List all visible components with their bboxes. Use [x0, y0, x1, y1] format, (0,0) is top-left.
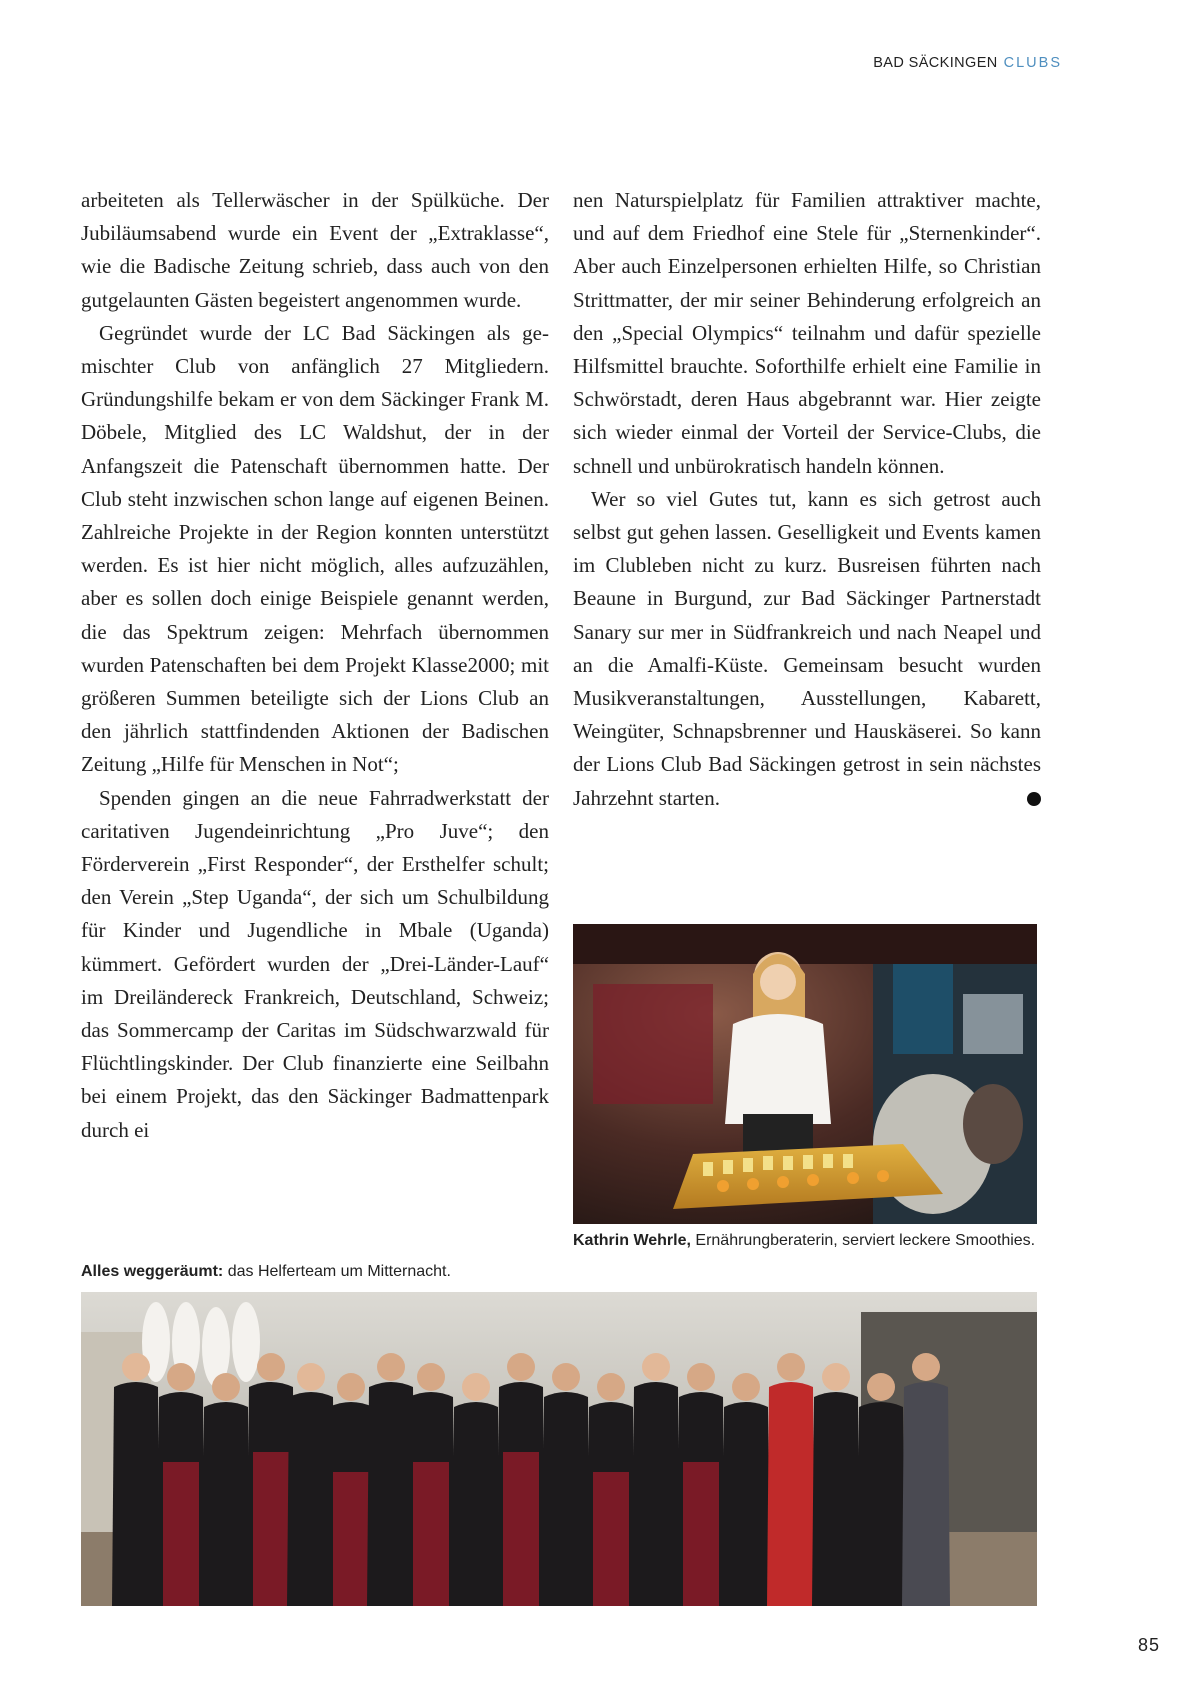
person-body	[767, 1382, 815, 1606]
paragraph: arbeiteten als Tellerwäscher in der Spülküche. Der Jubiläumsabend wurde ein Event der „Extraklasse“, wie die Badische Zeitung schrieb, dass auch von den gutgelaunten Gästen begeistert angenommen wurde.	[81, 188, 549, 312]
person-body	[812, 1392, 860, 1606]
person-head	[417, 1363, 445, 1391]
page-number: 85	[1137, 1635, 1160, 1655]
running-head-location: BAD SÄCKINGEN	[873, 55, 998, 71]
person-body	[452, 1402, 500, 1606]
person-body	[722, 1402, 770, 1606]
paragraph: Spenden gingen an die neue Fahrradwerkstatt der caritativen Jugendeinrichtung „Pro Juve“; den Förderverein „First Responder“, der Ersthelfer schult; den Verein „Step Uganda“, der sich um Schulbildung für Kinder und Jugendliche in Mbale (Uganda) kümmert. Gefördert wurden der „Drei-Länder-Lauf“ im Dreiländereck Frankreich, Deutschland, Schweiz; das Sommercamp der Caritas im Südschwarzwald für Flüchtlingskinder. Der Club finanzierte eine Seilbahn bei einem Projekt, das den Säckinger Badmattenpark durch ei	[81, 785, 549, 1142]
team-photo-image	[81, 1292, 1037, 1606]
person-head	[297, 1363, 325, 1391]
person-apron	[333, 1472, 369, 1606]
person-head	[867, 1373, 895, 1401]
person-body	[202, 1402, 250, 1606]
person-head	[377, 1353, 405, 1381]
smoothie-photo	[573, 924, 1037, 1224]
person-head	[777, 1353, 805, 1381]
running-head	[873, 55, 1062, 71]
paragraph: Gegründet wurde der LC Bad Säckingen als gemischter Club von anfänglich 27 Mitgliedern. Gründungshilfe bekam er von dem Säckinger Frank M. Döbele, Mitglied des LC Waldshut, der in der Anfangszeit die Patenschaft übernommen hatte. Der Club steht inzwischen schon lange auf eigenen Beinen. Zahlreiche Projekte in der Region konnten unterstützt werden. Es ist hier nicht möglich, alles aufzuzählen, aber es sollen doch einige Beispiele genannt werden, die das Spektrum zeigen: Mehrfach übernommen wurden Patenschaften bei dem Projekt Klasse2000; mit größeren Summen beteiligte sich der Lions Club an den jährlich stattfindenden Aktionen der Badischen Zeitung „Hilfe für Menschen in Not“;	[81, 320, 549, 777]
person-head	[642, 1353, 670, 1381]
person-head	[507, 1353, 535, 1381]
person-apron	[593, 1472, 629, 1606]
person-head	[732, 1373, 760, 1401]
article-right-column	[573, 184, 1052, 815]
paragraph: nen Naturspielplatz für Familien attraktiver machte, und auf dem Friedhof eine Stele für „Sternenkinder“. Aber auch Einzelpersonen erhielten Hilfe, so Christian Strittmatter, der mir seiner Behinderung erfolgreich an den „Special Olympics“ teilnahm und dafür spezielle Hilfsmittel brauchte. Soforthilfe erhielt eine Familie in Schwörstadt, deren Haus abgebrannt war. Hier zeigte sich wieder einmal der Vorteil der Service-Clubs, die schnell und unbürokratisch handeln können.	[573, 188, 1041, 478]
person-apron	[163, 1462, 199, 1606]
caption-text: das Helferteam um Mitternacht.	[227, 1263, 451, 1280]
person-head	[462, 1373, 490, 1401]
person-apron	[413, 1462, 449, 1606]
person-head	[822, 1363, 850, 1391]
person-body	[857, 1402, 905, 1606]
person-head	[122, 1353, 150, 1381]
team-photo	[81, 1292, 1037, 1606]
person-body	[632, 1382, 680, 1606]
caption-lead: Alles weggeräumt:	[81, 1263, 224, 1280]
person-apron	[503, 1452, 539, 1606]
person-body	[112, 1382, 160, 1606]
article-left-column	[81, 184, 549, 1147]
person-head	[552, 1363, 580, 1391]
smoothie-photo-image	[573, 924, 1037, 1224]
person-head	[212, 1373, 240, 1401]
person-apron	[683, 1462, 719, 1606]
paragraph-text: Wer so viel Gutes tut, kann es sich getrost auch selbst gut gehen lassen. Geselligkeit und Events kamen im Clubleben nicht zu kurz. Busreisen führten nach Beaune in Burgund, zur Bad Säckinger Partnerstadt Sanary sur mer in Südfrankreich und nach Neapel und an die Amalfi-Küste. Gemeinsam besucht wurden Musikveranstaltungen, Ausstellungen, Kabarett, Weingüter, Schnapsbrenner und Hauskäserei. So kann der Lions Club Bad Säckingen getrost in sein nächstes Jahrzehnt starten.	[573, 486, 1041, 810]
lions-end-mark-icon: L	[1027, 792, 1041, 806]
person-head	[337, 1373, 365, 1401]
person-head	[167, 1363, 195, 1391]
person-body	[902, 1382, 950, 1606]
running-head-section: CLUBS	[1003, 55, 1062, 71]
person-head	[257, 1353, 285, 1381]
person-body	[542, 1392, 590, 1606]
paragraph-final	[573, 483, 1052, 815]
smoothie-photo-caption	[573, 1232, 1035, 1250]
person-head	[687, 1363, 715, 1391]
person-apron	[253, 1452, 289, 1606]
person-head	[597, 1373, 625, 1401]
person-head	[912, 1353, 940, 1381]
caption-lead: Kathrin Wehrle,	[573, 1232, 691, 1249]
caption-text: Ernährungberaterin, serviert leckere Smoothies.	[695, 1232, 1036, 1249]
team-photo-caption	[81, 1263, 451, 1281]
